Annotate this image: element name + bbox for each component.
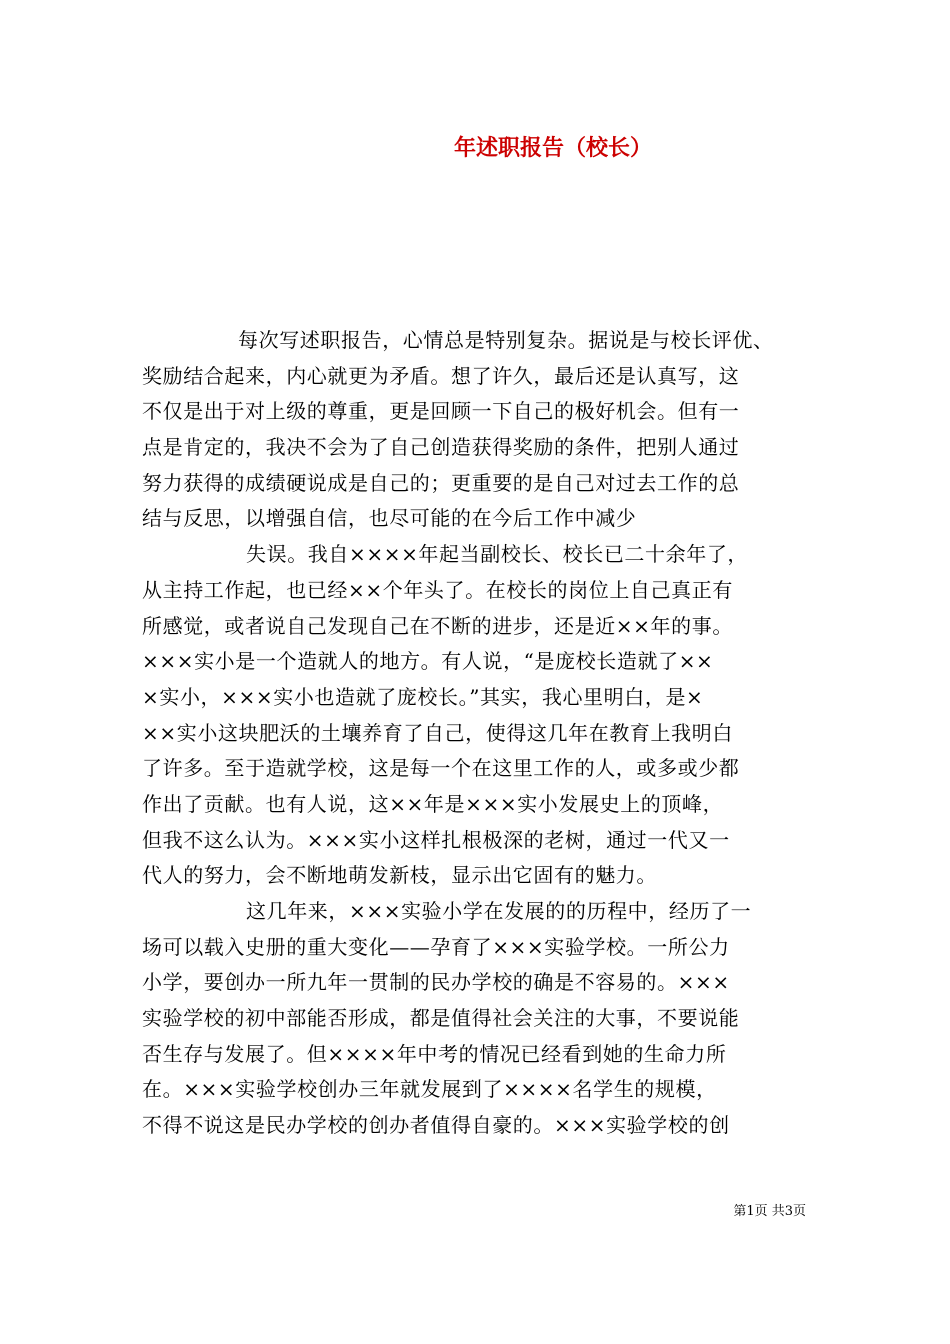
text-line: ××实小这块肥沃的土壤养育了自己，使得这几年在教育上我明白 xyxy=(142,720,733,745)
text-line: 点是肯定的，我决不会为了自己创造获得奖励的条件，把别人通过 xyxy=(142,435,740,460)
text-line: 从主持工作起，也已经××个年头了。在校长的岗位上自己真正有 xyxy=(142,577,733,602)
text-line: 所感觉，或者说自己发现自己在不断的进步，还是近××年的事。 xyxy=(142,613,733,638)
page-number-footer: 第1页 共3页 xyxy=(733,1204,806,1219)
text-line: 努力获得的成绩硬说成是自己的；更重要的是自己对过去工作的总 xyxy=(142,470,740,495)
text-line: 但我不这么认为。×××实小这样扎根极深的老树，通过一代又一 xyxy=(142,827,730,852)
text-line: 奖励结合起来，内心就更为矛盾。想了许久，最后还是认真写，这 xyxy=(142,363,740,388)
text-line: 了许多。至于造就学校，这是每一个在这里工作的人，或多或少都 xyxy=(142,756,740,781)
text-line: 失误。我自××××年起当副校长、校长已二十余年了， xyxy=(246,542,749,567)
text-line: 否生存与发展了。但××××年中考的情况已经看到她的生命力所 xyxy=(142,1041,727,1066)
text-line: 这几年来，×××实验小学在发展的的历程中，经历了一 xyxy=(246,899,752,923)
text-line: 代人的努力，会不断地萌发新枝，显示出它固有的魅力。 xyxy=(142,863,657,888)
text-line: 场可以载入史册的重大变化——孕育了×××实验学校。一所公力 xyxy=(142,934,730,959)
page-title: 年述职报告（校长） xyxy=(453,135,652,161)
text-line: 每次写述职报告，心情总是特别复杂。据说是与校长评优、 xyxy=(238,328,774,352)
text-line: 实验学校的初中部能否形成，都是值得社会关注的大事，不要说能 xyxy=(142,1006,740,1031)
text-line: ×××实小是一个造就人的地方。有人说，“是庞校长造就了×× xyxy=(142,649,714,674)
text-line: 小学，要创办一所九年一贯制的民办学校的确是不容易的。××× xyxy=(142,970,730,995)
text-line: 结与反思，以增强自信，也尽可能的在今后工作中减少 xyxy=(142,506,637,531)
text-line: 在。×××实验学校创办三年就发展到了××××名学生的规模， xyxy=(142,1077,717,1102)
text-line: ×实小，×××实小也造就了庞校长。”其实，我心里明白，是× xyxy=(142,684,704,709)
text-line: 不得不说这是民办学校的创办者值得自豪的。×××实验学校的创 xyxy=(142,1113,730,1138)
text-line: 作出了贡献。也有人说，这××年是×××实小发展史上的顶峰， xyxy=(142,791,724,816)
body-text xyxy=(142,323,812,1144)
text-line: 不仅是出于对上级的尊重，更是回顾一下自己的极好机会。但有一 xyxy=(142,399,740,424)
